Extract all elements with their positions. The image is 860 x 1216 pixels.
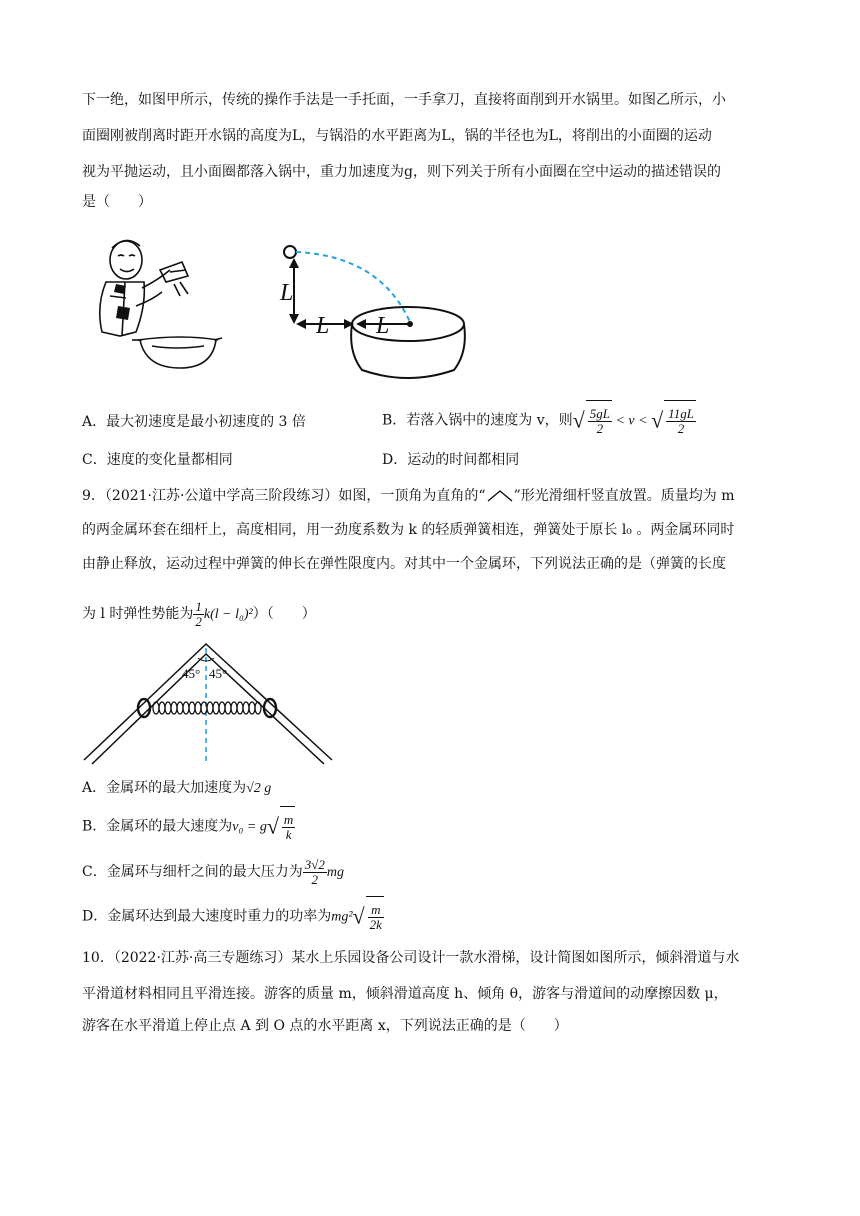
q9-line-1 [82, 486, 734, 506]
q8-option-c: C．速度的变化量都相同 [82, 452, 233, 468]
q9-energy-expr: k(l − l₀)² [203, 607, 253, 622]
q8-option-d: D．运动的时间都相同 [382, 452, 520, 468]
label-horizontal-L2: L [376, 313, 390, 339]
q9-line-4 [82, 596, 316, 633]
q9-a-expr: √2 g [246, 781, 272, 796]
q8-b-ineq: < v < [611, 413, 652, 429]
q9-line-2: 的两金属环套在细杆上，高度相同，用一劲度系数为 k 的轻质弹簧相连，弹簧处于原长 l₀ 。两金属环同时 [82, 522, 735, 538]
q9-half-den: 2 [195, 613, 202, 629]
rod-spring-figure [82, 640, 338, 766]
q9-option-c [82, 852, 344, 893]
q9-b-num: m [283, 811, 294, 827]
q8-b-frac1-num: 5gL [589, 405, 610, 421]
q8-line-1: 下一绝，如图甲所示，传统的操作手法是一手托面，一手拿刀，直接将面削到开水锅里。如图乙所示，小 [82, 92, 726, 108]
q9-option-d: D．金属环达到最大速度时重力的功率为mg²√ $\frac{m}{2k}$ [82, 896, 384, 938]
q8-b-frac1-den: 2 [596, 420, 604, 436]
q9-line-4-suffix: ）（ ） [252, 606, 316, 622]
q8-b-frac2-num: 11gL [668, 405, 694, 421]
q9-half-num: 1 [195, 598, 202, 614]
q9-d-den: 2k [369, 916, 382, 932]
chef-figure [96, 236, 224, 372]
q10-line-3: 游客在水平滑道上停止点 A 到 O 点的水平距离 x，下列说法正确的是（ ） [82, 1018, 568, 1034]
q9-c-prefix: C．金属环与细杆之间的最大压力为 [82, 864, 303, 880]
q9-d-prefix: D．金属环达到最大速度时重力的功率为 [82, 908, 332, 925]
q9-line-1-a: 9．（2021·江苏·公道中学高三阶段练习）如图，一顶角为直角的“ [82, 488, 486, 504]
q10-line-2: 平滑道材料相同且平滑连接。游客的质量 m，倾斜滑道高度 h、倾角 θ，游客与滑道间的动摩擦因数 μ， [82, 986, 728, 1002]
q9-b-prefix: B．金属环的最大速度为 [82, 818, 233, 835]
q9-c-den: 2 [311, 871, 319, 887]
q9-option-b: B．金属环的最大速度为v₀ = g√ $\frac{m}{k}$ [82, 806, 295, 848]
q8-b-frac2-den: 2 [677, 420, 685, 436]
q9-b-den: k [285, 826, 292, 842]
projectile-figure [270, 240, 480, 382]
q8-option-b-prefix: B．若落入锅中的速度为 v，则 [382, 412, 573, 429]
label-vertical-L: L [280, 280, 294, 306]
q8-line-3: 视为平抛运动，且小面圈都落入锅中，重力加速度为g，则下列关于所有小面圈在空中运动的描述错误的 [82, 164, 721, 180]
q9-line-1-b: ”形光滑细杆竖直放置。质量均为 m [513, 488, 735, 504]
rod-shape-icon [486, 489, 514, 503]
q9-c-suffix: mg [326, 865, 344, 880]
q8-line-4: 是（ ） [82, 194, 152, 210]
q8-option-b: B．若落入锅中的速度为 v，则√ $\frac{5gL}{2}$ < v < √ $\frac{11gL}{2}$ [382, 400, 696, 442]
q9-c-num: 3√2 [304, 856, 325, 872]
angle-left-label: 45° [182, 666, 201, 681]
q9-line-4-prefix: 为 l 时弹性势能为 [82, 606, 194, 622]
angle-right-label: 45° [209, 666, 228, 681]
q9-a-prefix: A．金属环的最大加速度为 [82, 780, 247, 796]
q9-d-num: m [368, 903, 384, 918]
q9-b-expr: v₀ = g [232, 819, 267, 835]
q8-option-a: A．最大初速度是最小初速度的 3 倍 [82, 414, 306, 430]
q8-line-2: 面圈刚被削离时距开水锅的高度为L，与锅沿的水平距离为L，锅的半径也为L，将削出的小面圈的运动 [82, 128, 712, 144]
q9-d-expr: mg² [331, 909, 353, 925]
label-horizontal-L1: L [316, 313, 330, 339]
q9-line-3: 由静止释放，运动过程中弹簧的伸长在弹性限度内。对其中一个金属环，下列说法正确的是（弹簧的长度 [82, 556, 726, 572]
q10-line-1: 10．（2022·江苏·高三专题练习）某水上乐园设备公司设计一款水滑梯，设计简图如图所示，倾斜滑道与水 [82, 950, 740, 966]
q9-option-a [82, 778, 271, 799]
